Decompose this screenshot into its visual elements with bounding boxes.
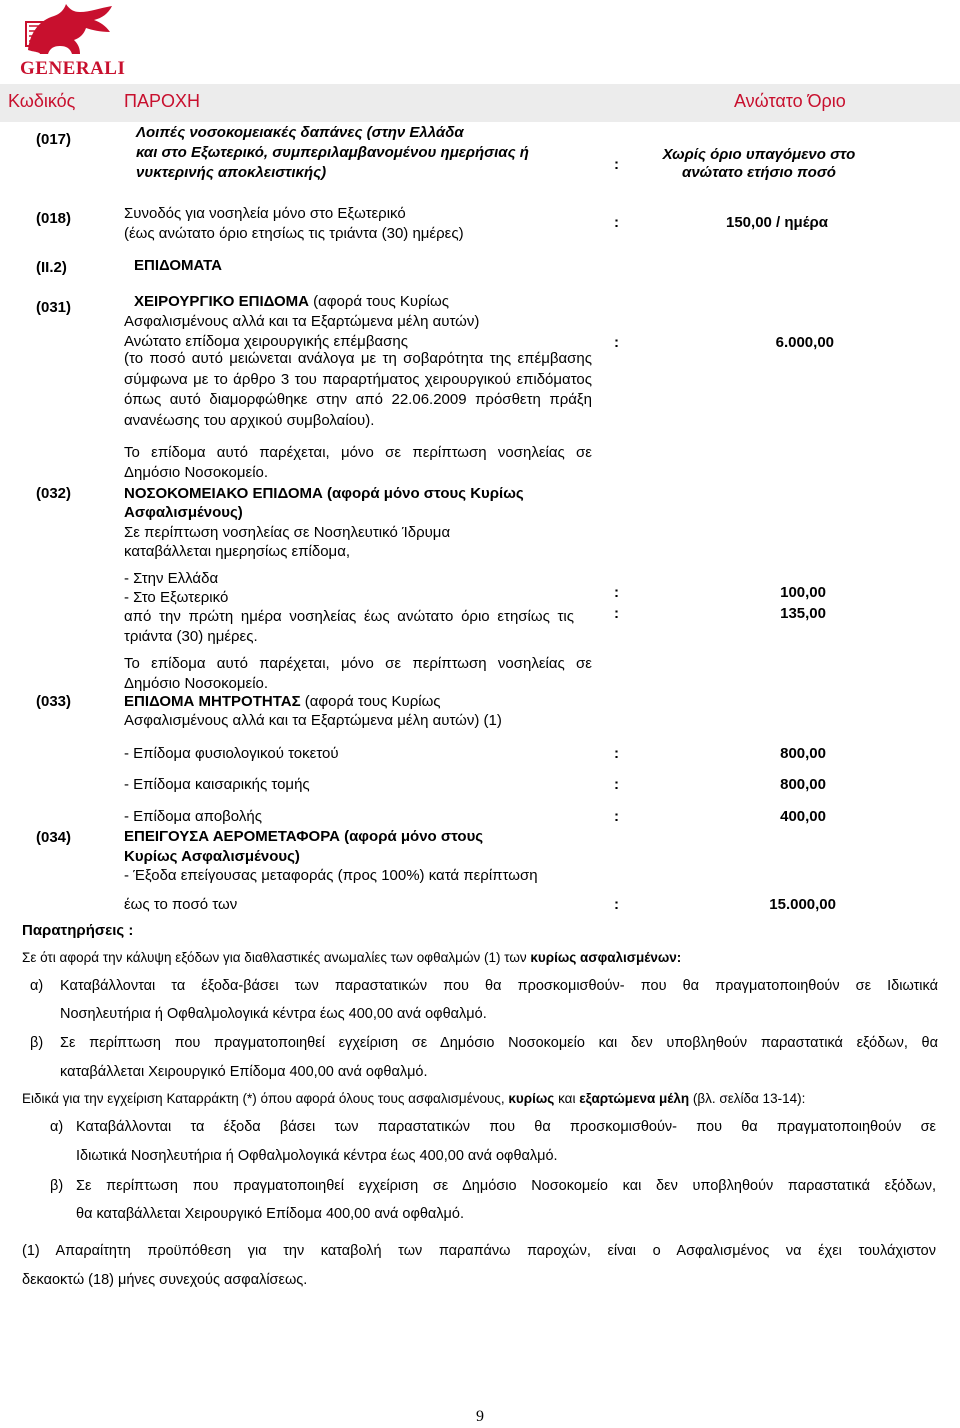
row-033-line-2: Ασφαλισμένους αλλά και τα Εξαρτώμενα μέλη αυτών) (1) — [124, 712, 502, 729]
notes-d-marker: β) — [50, 1178, 64, 1194]
row-018-amount: 150,00 / ημέρα — [726, 214, 828, 231]
notes-b-marker: β) — [30, 1035, 44, 1051]
notes-c-line-1: Καταβάλλονται τα έξοδα βάσει των παραστατικών που θα προσκομισθούν- που θα πραγματοποιηθούν σε — [76, 1119, 936, 1135]
notes-d-line-1: Σε περίπτωση που πραγματοποιηθεί εγχείριση σε Δημόσιο Νοσοκομείο και δεν υποβληθούν παραστατικά εξόδων, — [76, 1178, 936, 1194]
header-limit: Ανώτατο Όριο — [734, 91, 846, 111]
row-031-line-3: Ανώτατο επίδομα χειρουργικής επέμβασης — [124, 333, 408, 350]
row-018-colon: : — [614, 214, 619, 231]
notes-a-line-1: Καταβάλλονται τα έξοδα-βάσει των παραστατικών που θα προσκομισθούν- που θα πραγματοποιηθούν σε Ιδιωτικά — [60, 978, 938, 994]
row-032-colon-1: : — [614, 584, 619, 601]
footnote-line-1: (1) Απαραίτητη προϋπόθεση για την καταβολή των παραπάνω παροχών, είναι ο Ασφαλισμένος να έχει τουλάχιστον — [22, 1243, 936, 1259]
footnote-line-2: δεκαοκτώ (18) μήνες συνεχούς ασφαλίσεως. — [22, 1272, 308, 1288]
row-018-line-2: (έως ανώτατο όριο ετησίως τις τριάντα (30) ημέρες) — [124, 225, 464, 242]
row-031-explanation: (το ποσό αυτό μειώνεται ανάλογα με τη σοβαρότητα της επέμβασης σύμφωνα με το άρθρο 3 του παραρτήματος χειρουργικού επιδόματος όπως αυτό διαμορφώθηκε στην από 22.06.2009 πρόσθετη πράξη ανανέωσης του αρχικού συμβολαίου). — [124, 350, 592, 429]
row-034-amount: 15.000,00 — [769, 896, 836, 913]
row-034-line-4: έως το ποσό των — [124, 896, 238, 913]
notes-b-line-1: Σε περίπτωση που πραγματοποιηθεί εγχείριση σε Δημόσιο Νοσοκομείο και δεν υποβληθούν παραστατικά εξόδων, θα — [60, 1035, 938, 1051]
notes-d-line-2: θα καταβάλλεται Χειρουργικό Επίδομα 400,00 ανά οφθαλμό. — [76, 1206, 464, 1222]
row-032-title-line-1: ΝΟΣΟΚΟΜΕΙΑΚΟ ΕΠΙΔΟΜΑ (αφορά μόνο στους Κυρίως — [124, 485, 524, 502]
row-032-code: (032) — [36, 485, 72, 502]
row-017-limit-line-1: Χωρίς όριο υπαγόμενο στο — [662, 146, 856, 163]
notes-heading: Παρατηρήσεις : — [22, 922, 134, 939]
row-017-code: (017) — [36, 131, 72, 148]
notes-c-line-2: Ιδιωτικά Νοσηλευτήρια ή Οφθαλμολογικά κέντρα έως 400,00 ανά οφθαλμό. — [76, 1148, 558, 1164]
notes-cataract-and: και — [554, 1091, 580, 1106]
notes-intro: Σε ότι αφορά την κάλυψη εξόδων για διαθλαστικές ανωμαλίες των οφθαλμών (1) των — [22, 950, 531, 965]
row-032-item-abroad: - Στο Εξωτερικό — [124, 589, 229, 606]
row-033-item-miscarriage: - Επίδομα αποβολής — [124, 808, 262, 825]
generali-logo — [20, 2, 126, 82]
section-title: ΕΠΙΔΟΜΑΤΑ — [134, 257, 223, 274]
row-034-line-3: - Έξοδα επείγουσας μεταφοράς (προς 100%) κατά περίπτωση — [124, 867, 538, 884]
row-017-colon: : — [614, 156, 619, 173]
row-034-code: (034) — [36, 829, 72, 846]
row-017-line-2: και στο Εξωτερικό, συμπεριλαμβανομένου ημερήσιας ή — [136, 144, 529, 161]
row-018-line-1: Συνοδός για νοσηλεία μόνο στο Εξωτερικό — [124, 205, 406, 222]
row-033-item-miscarriage-amount: 400,00 — [780, 808, 826, 825]
row-031-line-2: Ασφαλισμένους αλλά και τα Εξαρτώμενα μέλη αυτών) — [124, 313, 480, 330]
row-017-line-3: νυκτερινής αποκλειστικής) — [136, 164, 327, 181]
notes-intro-emphasis: κυρίως ασφαλισμένων: — [530, 950, 682, 965]
row-032-line-3: Σε περίπτωση νοσηλείας σε Νοσηλευτικό Ίδρυμα — [124, 524, 451, 541]
notes-cataract-dependents: εξαρτώμενα μέλη — [579, 1091, 690, 1106]
row-031-amount: 6.000,00 — [775, 334, 834, 351]
row-017-limit-line-2: ανώτατο ετήσιο ποσό — [682, 164, 836, 181]
header-benefit: ΠΑΡΟΧΗ — [124, 91, 201, 111]
row-032-title-line-2: Ασφαλισμένους) — [124, 504, 243, 521]
logo-wordmark: GENERALI — [20, 58, 126, 79]
notes-c-marker: α) — [50, 1119, 64, 1135]
row-032-explanation: από την πρώτη ημέρα νοσηλείας έως ανώτατο όριο ετησίως τις τριάντα (30) ημέρες. — [124, 608, 574, 645]
notes-cataract-primary: κυρίως — [508, 1091, 555, 1106]
notes-a-marker: α) — [30, 978, 44, 994]
notes-a-line-2: Νοσηλευτήρια ή Οφθαλμολογικά κέντρα έως 400,00 ανά οφθαλμό. — [60, 1006, 487, 1022]
page-number: 9 — [476, 1408, 484, 1425]
row-031-code: (031) — [36, 299, 72, 316]
row-032-line-4: καταβάλλεται ημερησίως επίδομα, — [124, 543, 351, 560]
section-code: (ΙΙ.2) — [36, 259, 67, 276]
row-033-item-natural-birth-amount: 800,00 — [780, 745, 826, 762]
row-031-note: Το επίδομα αυτό παρέχεται, μόνο σε περίπτωση νοσηλείας σε Δημόσιο Νοσοκομείο. — [124, 444, 592, 481]
row-033-item-natural-birth: - Επίδομα φυσιολογικού τοκετού — [124, 745, 339, 762]
row-034-title-line-1: ΕΠΕΙΓΟΥΣΑ ΑΕΡΟΜΕΤΑΦΟΡΑ (αφορά μόνο στους — [124, 828, 484, 845]
row-032-colon-2: : — [614, 605, 619, 622]
row-033-item-miscarriage-colon: : — [614, 808, 619, 825]
row-031-title-rest: (αφορά τους Κυρίως — [308, 293, 449, 310]
row-018-code: (018) — [36, 210, 72, 227]
row-017-line-1: Λοιπές νοσοκομειακές δαπάνες (στην Ελλάδα — [136, 124, 464, 141]
notes-b-line-2: καταβάλλεται Χειρουργικό Επίδομα 400,00 ανά οφθαλμό. — [60, 1064, 428, 1080]
row-033-title-rest: (αφορά τους Κυρίως — [300, 693, 441, 710]
row-032-amount-abroad: 135,00 — [780, 605, 826, 622]
row-032-amount-greece: 100,00 — [780, 584, 826, 601]
row-033-item-natural-birth-colon: : — [614, 745, 619, 762]
header-code: Κωδικός — [8, 91, 76, 111]
row-031-colon: : — [614, 334, 619, 351]
row-033-code: (033) — [36, 693, 72, 710]
row-033-title: ΕΠΙΔΟΜΑ ΜΗΤΡΟΤΗΤΑΣ — [124, 693, 301, 710]
row-033-item-caesarean-colon: : — [614, 776, 619, 793]
row-033-item-caesarean-amount: 800,00 — [780, 776, 826, 793]
row-033-item-caesarean: - Επίδομα καισαρικής τομής — [124, 776, 310, 793]
row-034-title-line-2: Κυρίως Ασφαλισμένους) — [124, 848, 300, 865]
row-032-item-greece: - Στην Ελλάδα — [124, 570, 219, 587]
row-032-note: Το επίδομα αυτό παρέχεται, μόνο σε περίπτωση νοσηλείας σε Δημόσιο Νοσοκομείο. — [124, 655, 592, 692]
row-031-title: ΧΕΙΡΟΥΡΓΙΚΟ ΕΠΙΔΟΜΑ — [134, 293, 309, 310]
row-034-colon: : — [614, 896, 619, 913]
notes-cataract-ref: (βλ. σελίδα 13-14): — [689, 1091, 806, 1106]
notes-cataract-intro: Ειδικά για την εγχείριση Καταρράκτη (*) όπου αφορά όλους τους ασφαλισμένους, — [22, 1091, 509, 1106]
